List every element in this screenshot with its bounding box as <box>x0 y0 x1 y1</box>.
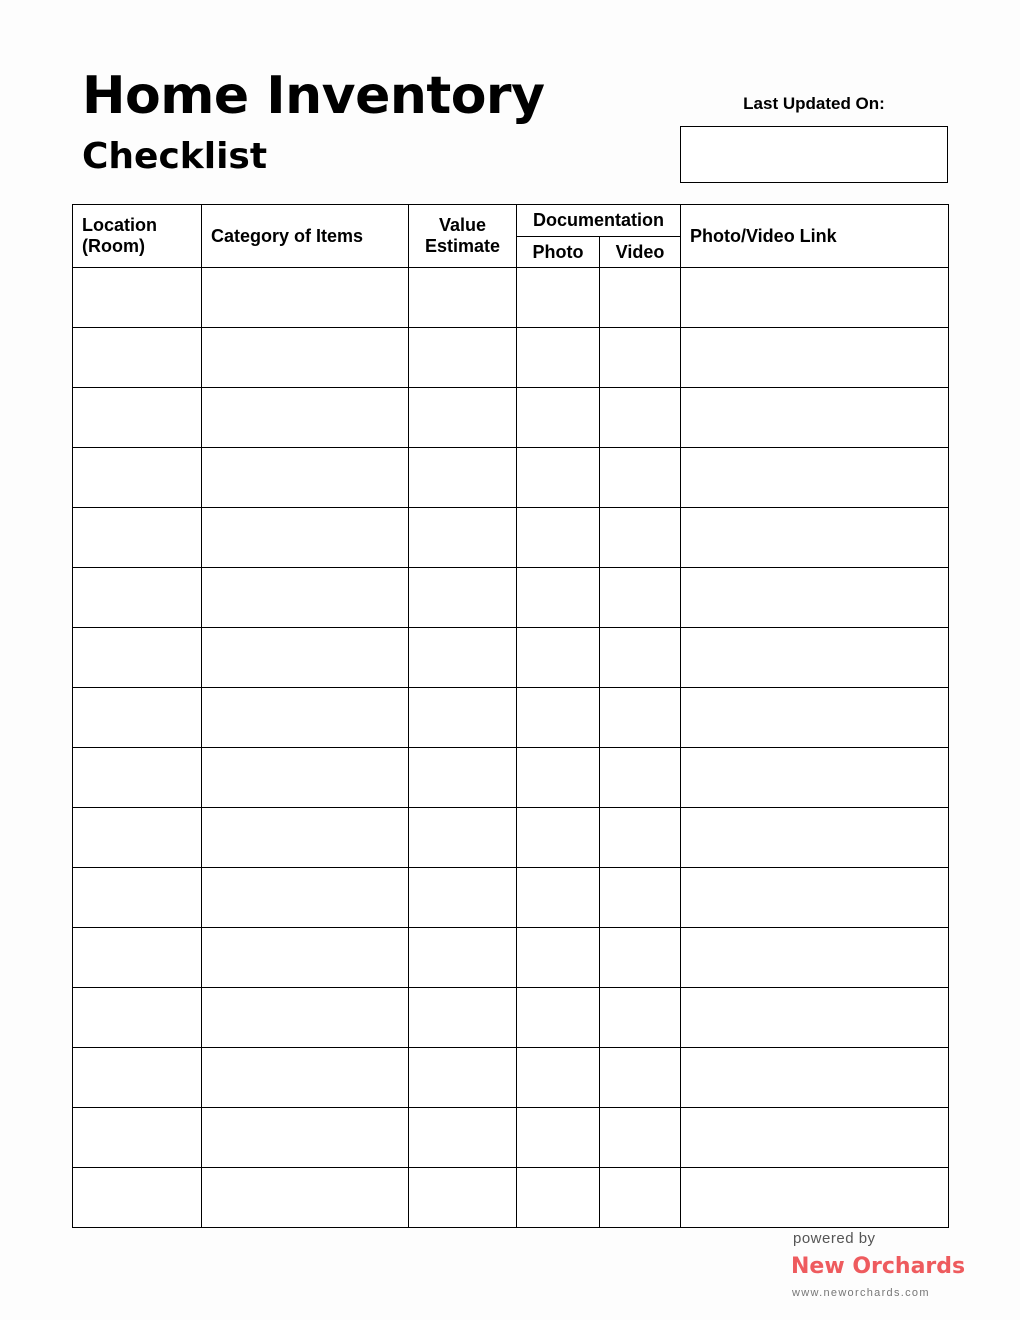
cell-location[interactable] <box>73 928 202 988</box>
cell-location[interactable] <box>73 1048 202 1108</box>
cell-location[interactable] <box>73 868 202 928</box>
cell-category[interactable] <box>202 448 409 508</box>
cell-link[interactable] <box>681 748 949 808</box>
cell-photo[interactable] <box>517 1048 600 1108</box>
header-documentation: Documentation <box>517 205 681 237</box>
cell-link[interactable] <box>681 388 949 448</box>
table-row <box>73 1108 949 1168</box>
table-row <box>73 688 949 748</box>
cell-category[interactable] <box>202 1108 409 1168</box>
cell-video[interactable] <box>600 748 681 808</box>
cell-category[interactable] <box>202 268 409 328</box>
cell-category[interactable] <box>202 688 409 748</box>
table-body <box>73 268 949 1228</box>
cell-value-estimate[interactable] <box>409 628 517 688</box>
page-subtitle: Checklist <box>82 136 268 177</box>
table-row <box>73 388 949 448</box>
cell-video[interactable] <box>600 448 681 508</box>
table-row <box>73 568 949 628</box>
cell-link[interactable] <box>681 568 949 628</box>
header-video: Video <box>600 237 681 268</box>
cell-link[interactable] <box>681 268 949 328</box>
table-row <box>73 988 949 1048</box>
cell-category[interactable] <box>202 808 409 868</box>
cell-link[interactable] <box>681 1048 949 1108</box>
cell-video[interactable] <box>600 928 681 988</box>
cell-photo[interactable] <box>517 268 600 328</box>
cell-category[interactable] <box>202 328 409 388</box>
cell-location[interactable] <box>73 748 202 808</box>
cell-link[interactable] <box>681 508 949 568</box>
header-category: Category of Items <box>202 205 409 268</box>
cell-location[interactable] <box>73 328 202 388</box>
cell-value-estimate[interactable] <box>409 568 517 628</box>
cell-location[interactable] <box>73 568 202 628</box>
cell-link[interactable] <box>681 868 949 928</box>
table-row <box>73 868 949 928</box>
cell-value-estimate[interactable] <box>409 688 517 748</box>
cell-location[interactable] <box>73 268 202 328</box>
cell-video[interactable] <box>600 808 681 868</box>
cell-category[interactable] <box>202 508 409 568</box>
cell-photo[interactable] <box>517 628 600 688</box>
inventory-table <box>72 204 949 1228</box>
page-title: Home Inventory <box>82 66 545 126</box>
table-row <box>73 748 949 808</box>
powered-by-text: powered by <box>793 1230 876 1247</box>
header-location: Location (Room) <box>73 205 202 268</box>
cell-video[interactable] <box>600 688 681 748</box>
cell-video[interactable] <box>600 508 681 568</box>
cell-category[interactable] <box>202 928 409 988</box>
cell-value-estimate[interactable] <box>409 1108 517 1168</box>
cell-photo[interactable] <box>517 388 600 448</box>
cell-category[interactable] <box>202 988 409 1048</box>
cell-location[interactable] <box>73 508 202 568</box>
header-photo-video-link: Photo/Video Link <box>681 205 949 268</box>
cell-video[interactable] <box>600 868 681 928</box>
cell-location[interactable] <box>73 1168 202 1228</box>
cell-link[interactable] <box>681 688 949 748</box>
table-row <box>73 808 949 868</box>
cell-photo[interactable] <box>517 448 600 508</box>
cell-link[interactable] <box>681 928 949 988</box>
cell-photo[interactable] <box>517 1168 600 1228</box>
cell-video[interactable] <box>600 388 681 448</box>
cell-photo[interactable] <box>517 988 600 1048</box>
cell-video[interactable] <box>600 1108 681 1168</box>
table-row <box>73 448 949 508</box>
cell-value-estimate[interactable] <box>409 388 517 448</box>
cell-photo[interactable] <box>517 928 600 988</box>
header-value-estimate: Value Estimate <box>409 205 517 268</box>
cell-link[interactable] <box>681 1168 949 1228</box>
cell-photo[interactable] <box>517 688 600 748</box>
cell-photo[interactable] <box>517 1108 600 1168</box>
cell-value-estimate[interactable] <box>409 508 517 568</box>
cell-video[interactable] <box>600 328 681 388</box>
table-row <box>73 628 949 688</box>
cell-link[interactable] <box>681 988 949 1048</box>
cell-value-estimate[interactable] <box>409 268 517 328</box>
table-row <box>73 1168 949 1228</box>
cell-category[interactable] <box>202 748 409 808</box>
cell-value-estimate[interactable] <box>409 1168 517 1228</box>
cell-photo[interactable] <box>517 508 600 568</box>
cell-category[interactable] <box>202 1048 409 1108</box>
cell-category[interactable] <box>202 388 409 448</box>
cell-category[interactable] <box>202 1168 409 1228</box>
cell-value-estimate[interactable] <box>409 808 517 868</box>
cell-category[interactable] <box>202 868 409 928</box>
cell-link[interactable] <box>681 328 949 388</box>
cell-photo[interactable] <box>517 808 600 868</box>
cell-value-estimate[interactable] <box>409 1048 517 1108</box>
brand-name: New Orchards <box>791 1254 966 1279</box>
cell-category[interactable] <box>202 568 409 628</box>
cell-video[interactable] <box>600 1168 681 1228</box>
cell-value-estimate[interactable] <box>409 328 517 388</box>
cell-photo[interactable] <box>517 568 600 628</box>
table-row <box>73 328 949 388</box>
cell-photo[interactable] <box>517 328 600 388</box>
table-row <box>73 1048 949 1108</box>
cell-photo[interactable] <box>517 868 600 928</box>
cell-location[interactable] <box>73 388 202 448</box>
cell-value-estimate[interactable] <box>409 988 517 1048</box>
cell-video[interactable] <box>600 568 681 628</box>
cell-link[interactable] <box>681 1108 949 1168</box>
cell-location[interactable] <box>73 808 202 868</box>
cell-video[interactable] <box>600 1048 681 1108</box>
cell-location[interactable] <box>73 448 202 508</box>
cell-video[interactable] <box>600 268 681 328</box>
cell-location[interactable] <box>73 628 202 688</box>
cell-category[interactable] <box>202 628 409 688</box>
cell-link[interactable] <box>681 448 949 508</box>
header-photo: Photo <box>517 237 600 268</box>
cell-value-estimate[interactable] <box>409 448 517 508</box>
last-updated-field[interactable] <box>680 126 948 183</box>
table-row <box>73 268 949 328</box>
cell-location[interactable] <box>73 688 202 748</box>
cell-location[interactable] <box>73 988 202 1048</box>
cell-video[interactable] <box>600 988 681 1048</box>
cell-video[interactable] <box>600 628 681 688</box>
cell-value-estimate[interactable] <box>409 748 517 808</box>
cell-photo[interactable] <box>517 748 600 808</box>
table-row <box>73 928 949 988</box>
brand-url: www.neworchards.com <box>792 1287 930 1299</box>
table-row <box>73 508 949 568</box>
cell-link[interactable] <box>681 808 949 868</box>
cell-link[interactable] <box>681 628 949 688</box>
cell-location[interactable] <box>73 1108 202 1168</box>
cell-value-estimate[interactable] <box>409 868 517 928</box>
cell-value-estimate[interactable] <box>409 928 517 988</box>
last-updated-label: Last Updated On: <box>743 94 885 113</box>
